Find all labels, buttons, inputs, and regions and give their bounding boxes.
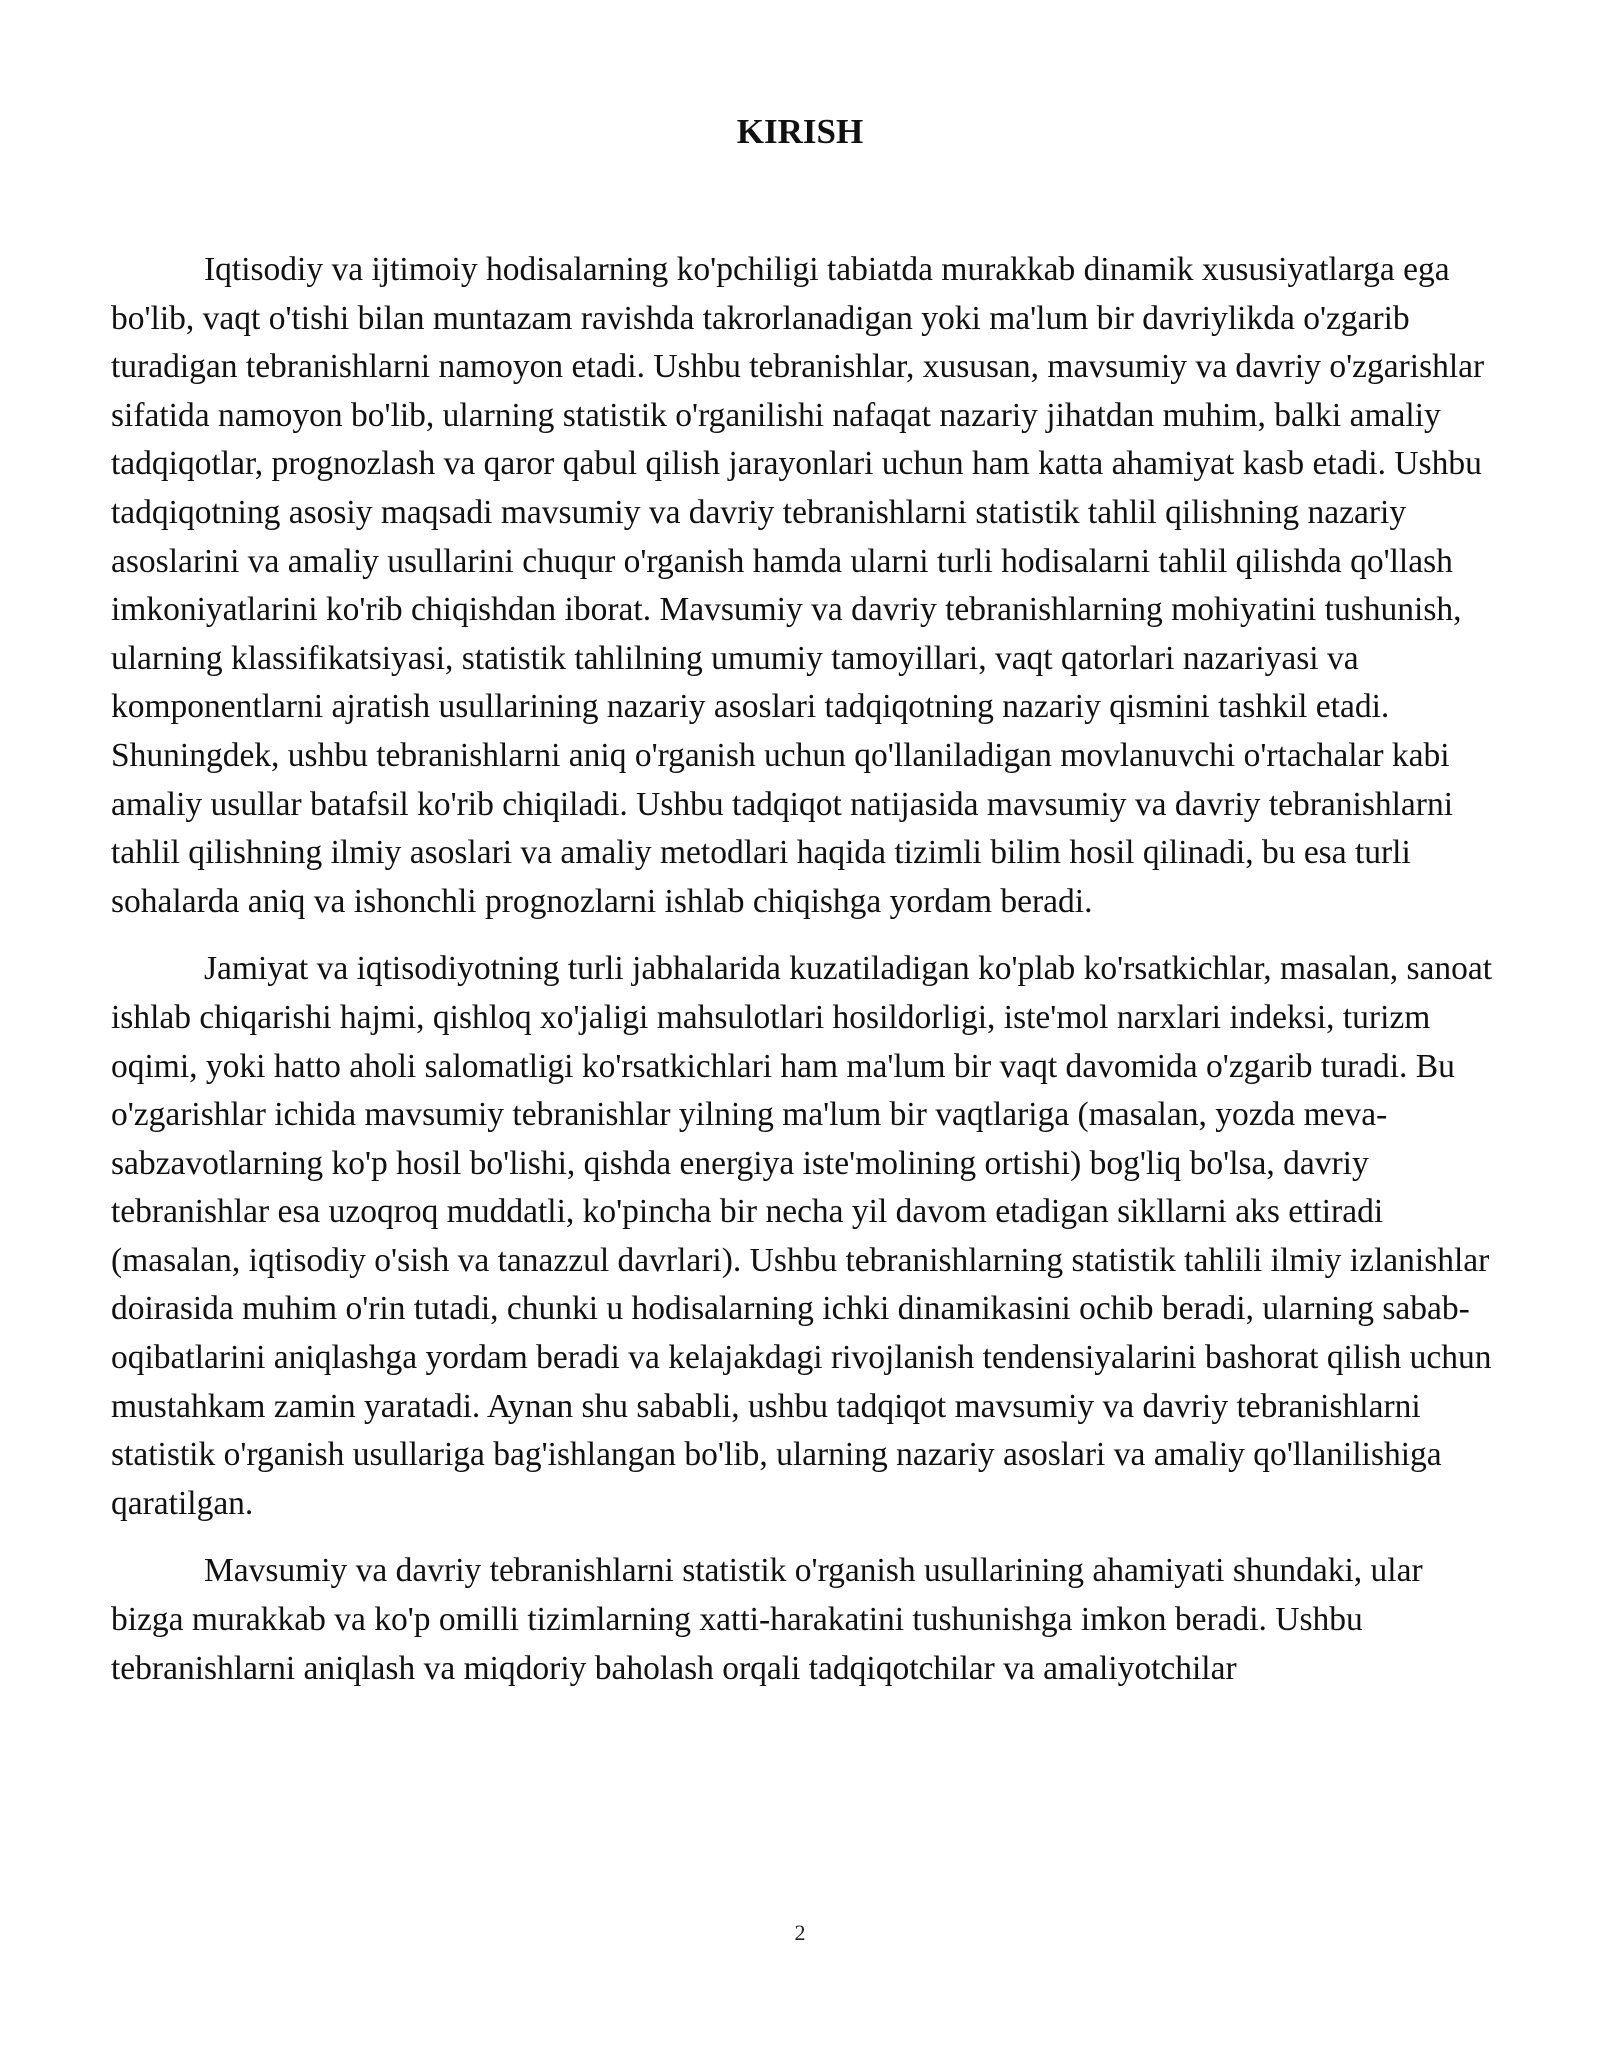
paragraph-3: Mavsumiy va davriy tebranishlarni statistik o'rganish usullarining ahamiyati shundaki, ular bizga murakkab va ko'p omilli tizimlarning xatti-harakatini tushunishga imkon beradi. Ushbu tebranishlarni aniqlash va miqdoriy baholash orqali tadqiqotchilar va amaliyotchilar bbox=[111, 1552, 1423, 1687]
paragraph-1: Iqtisodiy va ijtimoiy hodisalarning ko'pchiligi tabiatda murakkab dinamik xususiyatlarga ega bo'lib, vaqt o'tishi bilan muntazam ravishda takrorlanadigan yoki ma'lum bir davriylikda o'zgarib turadigan tebranishlarni namoyon etadi. Ushbu tebranishlar, xususan, mavsumiy va davriy o'zgarishlar sifatida namoyon bo'lib, ularning statistik o'rganilishi nafaqat nazariy jihatdan muhim, balki amaliy tadqiqotlar, prognozlash va qaror qabul qilish jarayonlari uchun ham katta ahamiyat kasb etadi. Ushbu tadqiqotning asosiy maqsadi mavsumiy va davriy tebranishlarni statistik tahlil qilishning nazariy asoslarini va amaliy usullarini chuqur o'rganish hamda ularni turli hodisalarni tahlil qilishda qo'llash imkoniyatlarini ko'rib chiqishdan iborat. Mavsumiy va davriy tebranishlarning mohiyatini tushunish, ularning klassifikatsiyasi, statistik tahlilning umumiy tamoyillari, vaqt qatorlari nazariyasi va komponentlarni ajratish usullarining nazariy asoslari tadqiqotning nazariy qismini tashkil etadi. Shuningdek, ushbu tebranishlarni aniq o'rganish uchun qo'llaniladigan movlanuvchi o'rtachalar kabi amaliy usullar batafsil ko'rib chiqiladi. Ushbu tadqiqot natijasida mavsumiy va davriy tebranishlarni tahlil qilishning ilmiy asoslari va amaliy metodlari haqida tizimli bilim hosil qilinadi, bu esa turli sohalarda aniq va ishonchli prognozlarni ishlab chiqishga yordam beradi. bbox=[111, 251, 1485, 920]
body-text bbox=[111, 246, 1493, 1712]
page-number: 2 bbox=[794, 1920, 806, 1945]
paragraph-2: Jamiyat va iqtisodiyotning turli jabhalarida kuzatiladigan ko'plab ko'rsatkichlar, masalan, sanoat ishlab chiqarishi hajmi, qishloq xo'jaligi mahsulotlari hosildorligi, iste'mol narxlari indeksi, turizm oqimi, yoki hatto aholi salomatligi ko'rsatkichlari ham ma'lum bir vaqt davomida o'zgarib turadi. Bu o'zgarishlar ichida mavsumiy tebranishlar yilning ma'lum bir vaqtlariga (masalan, yozda meva-sabzavotlarning ko'p hosil bo'lishi, qishda energiya iste'molining ortishi) bog'liq bo'lsa, davriy tebranishlar esa uzoqroq muddatli, ko'pincha bir necha yil davom etadigan sikllarni aks ettiradi (masalan, iqtisodiy o'sish va tanazzul davrlari). Ushbu tebranishlarning statistik tahlili ilmiy izlanishlar doirasida muhim o'rin tutadi, chunki u hodisalarning ichki dinamikasini ochib beradi, ularning sabab-oqibatlarini aniqlashga yordam beradi va kelajakdagi rivojlanish tendensiyalarini bashorat qilish uchun mustahkam zamin yaratadi. Aynan shu sababli, ushbu tadqiqot mavsumiy va davriy tebranishlarni statistik o'rganish usullariga bag'ishlangan bo'lib, ularning nazariy asoslari va amaliy qo'llanilishiga qaratilgan. bbox=[111, 950, 1493, 1522]
section-heading: KIRISH bbox=[736, 112, 864, 151]
